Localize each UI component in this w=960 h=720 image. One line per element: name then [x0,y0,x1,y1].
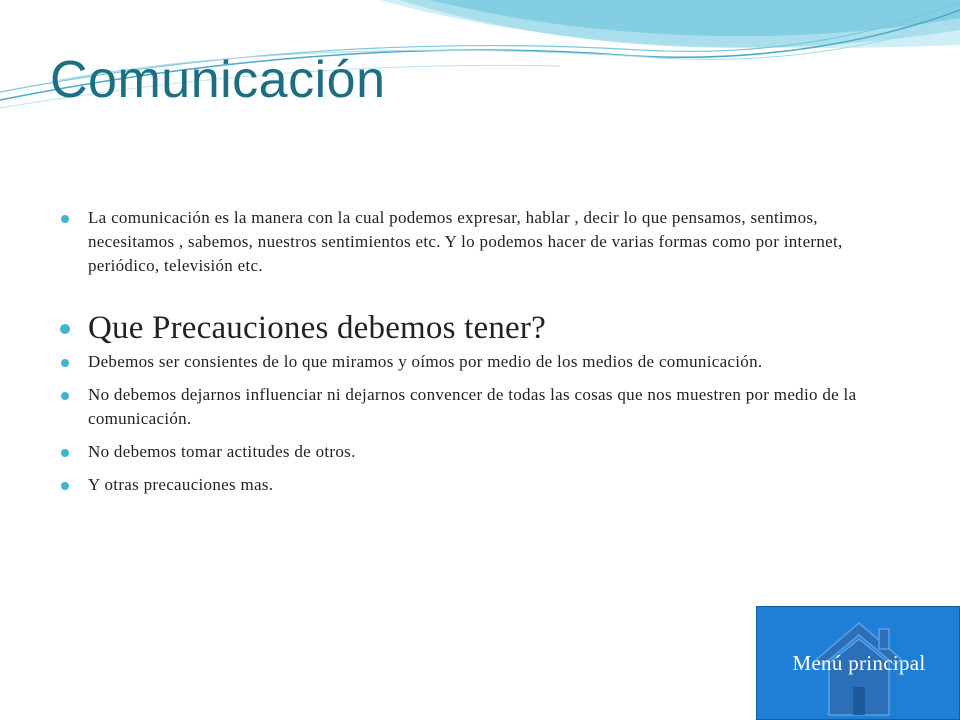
slide-title: Comunicación [50,51,386,109]
bullet-intro: La comunicación es la manera con la cual podemos expresar, hablar , decir lo que pensamos, sentimos, necesitamos , sabemos, nuestros sentimientos etc. Y lo podemos hacer de varias formas como por internet, periódico, televisión etc. [60,206,860,278]
menu-principal-label: Menú principal [792,651,926,675]
bullet-precautions-heading: Que Precauciones debemos tener? [60,308,860,348]
slide-content [60,206,860,497]
bullet-precaution-2: No debemos dejarnos influenciar ni dejarnos convencer de todas las cosas que nos muestren por medio de la comunicación. [60,383,860,431]
bullet-precaution-1: Debemos ser consientes de lo que miramos y oímos por medio de los medios de comunicación. [60,350,860,374]
bullet-precaution-3: No debemos tomar actitudes de otros. [60,440,860,464]
bullet-precaution-4: Y otras precauciones mas. [60,473,860,497]
menu-principal-button[interactable] [756,606,960,720]
